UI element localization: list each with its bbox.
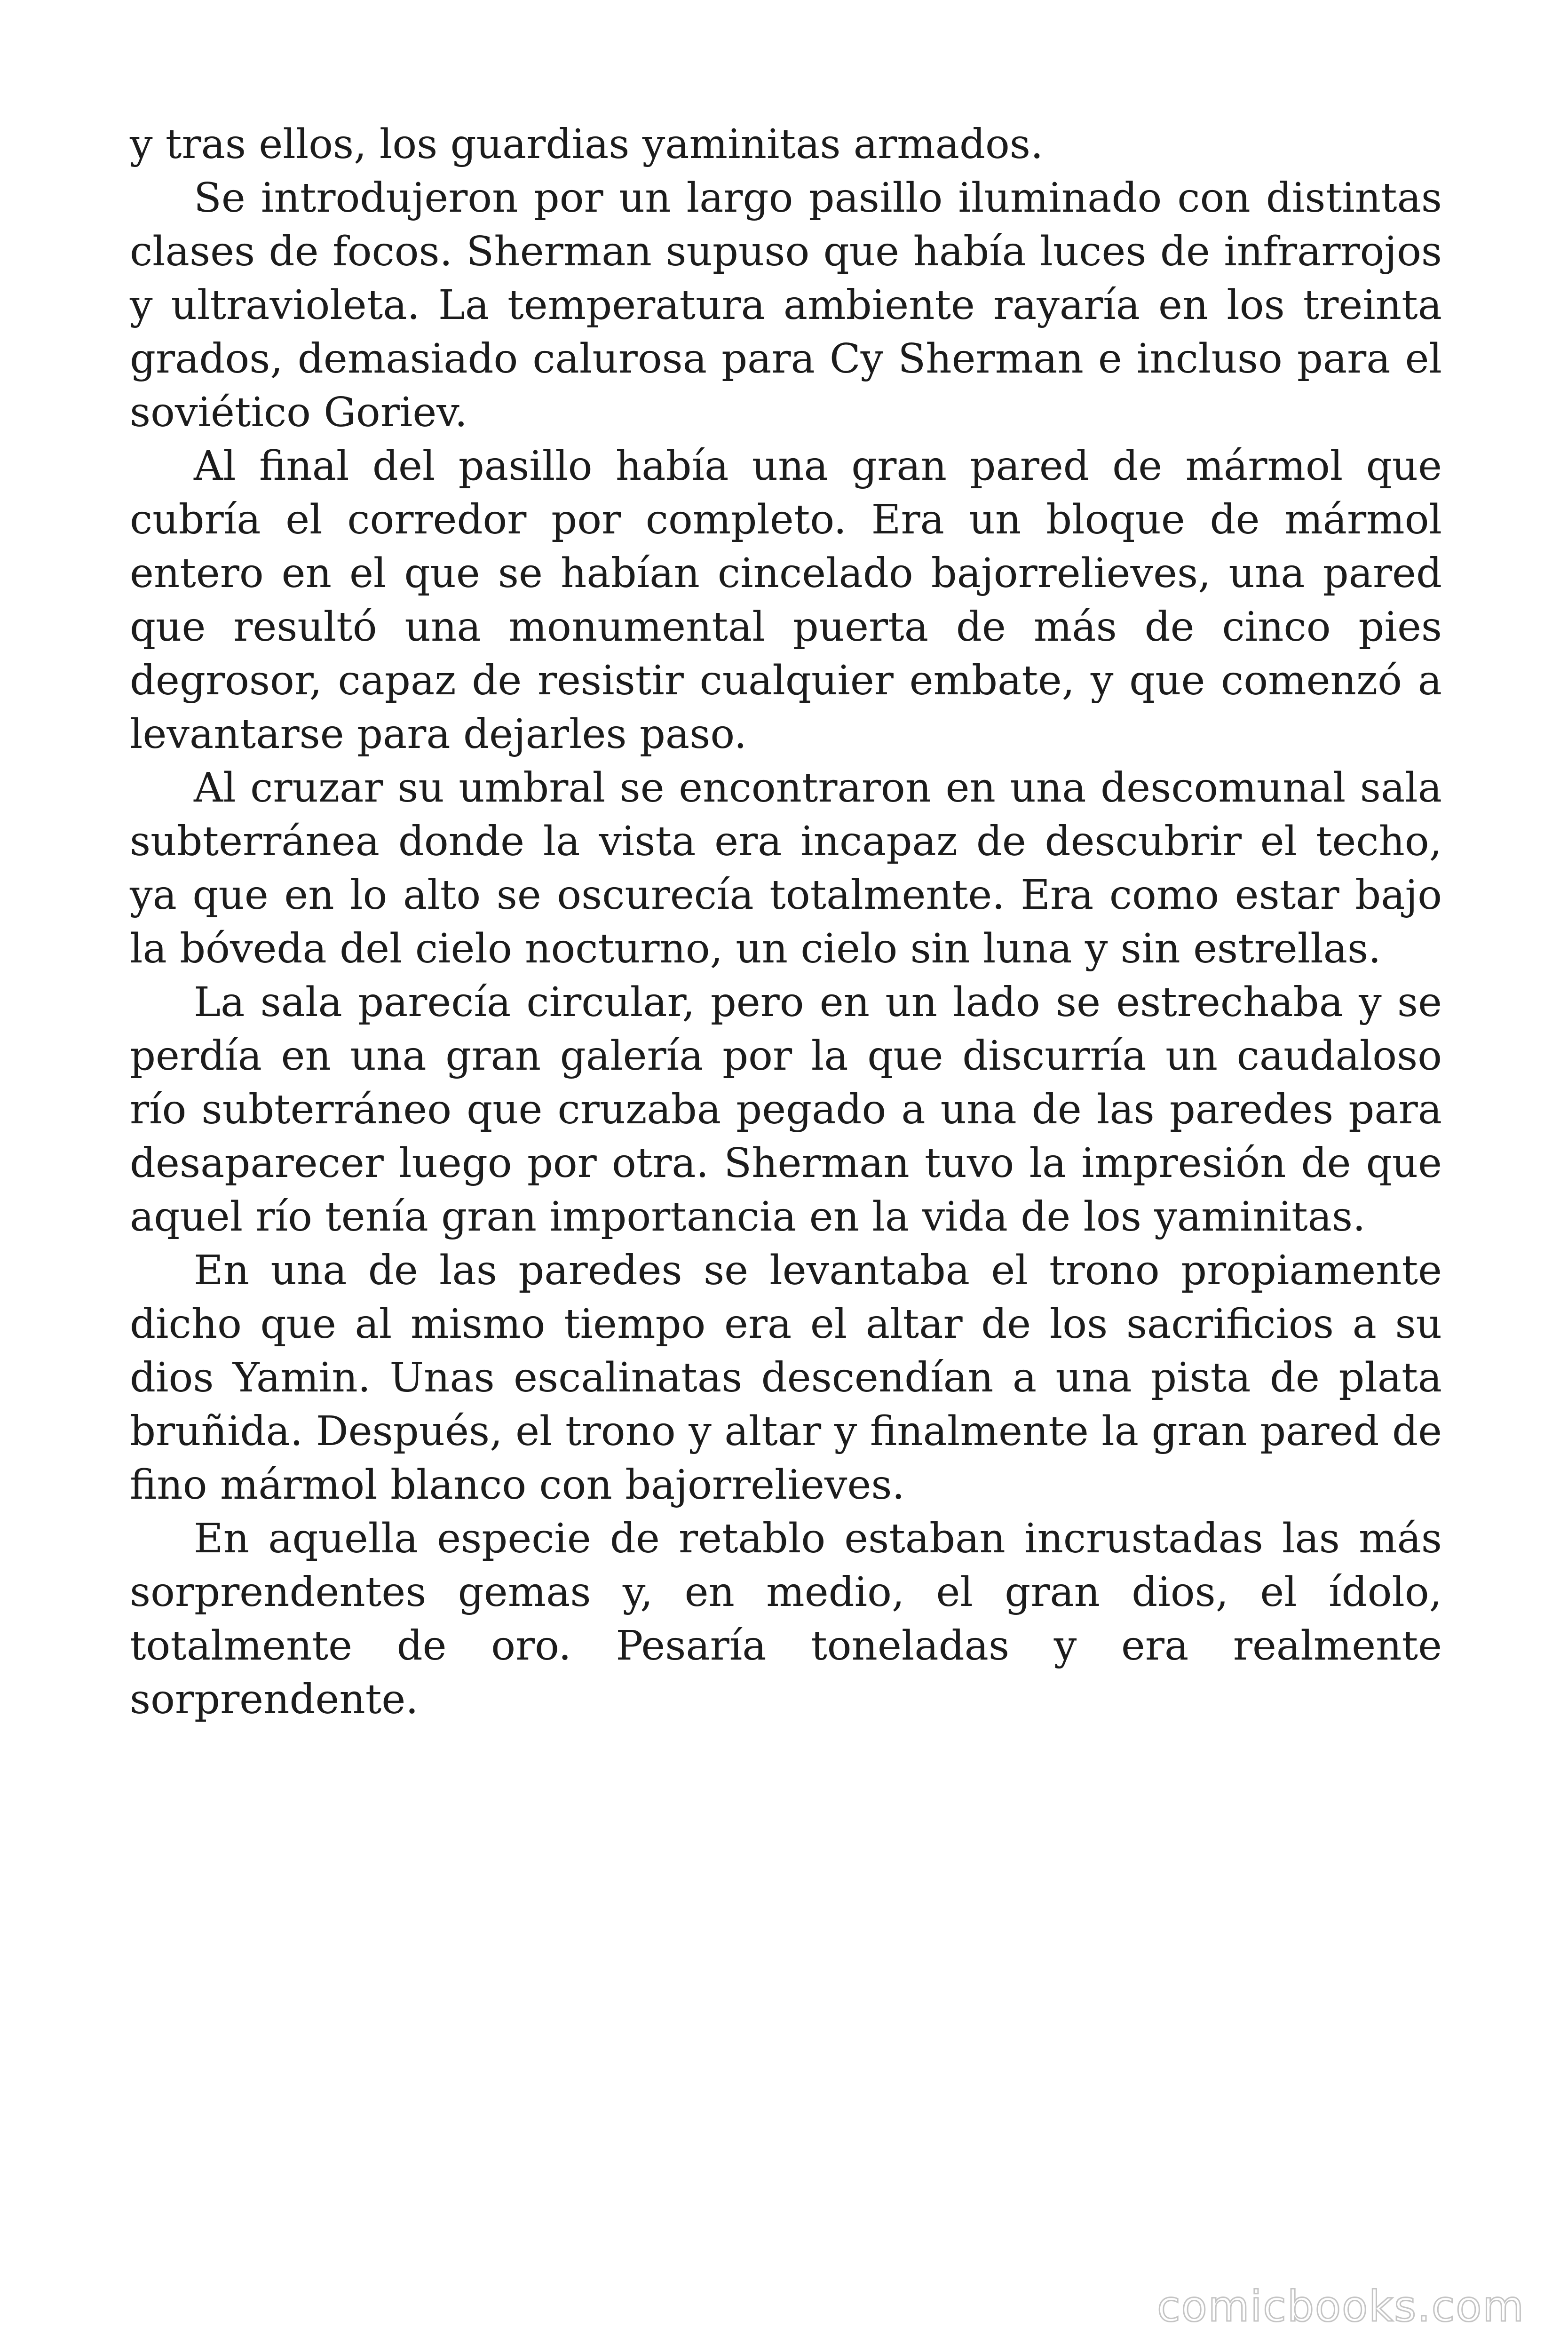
- paragraph: La sala parecía circular, pero en un lado se estrechaba y se perdía en una gran galería por la que discurría un caudaloso río subterráneo que cruzaba pegado a una de las paredes para desaparecer luego por otra. Sherman tuvo la impresión de que aquel río tenía gran importancia en la vida de los yaminitas.: [130, 979, 1442, 1240]
- paragraph: En aquella especie de retablo estaban incrustadas las más sorprendentes gemas y, en medio, el gran dios, el ídolo, totalmente de oro. Pesaría toneladas y era realmente sorprendente.: [130, 1515, 1442, 1723]
- paragraph: Al cruzar su umbral se encontraron en una descomunal sala subterránea donde la vista era incapaz de descubrir el techo, ya que en lo alto se oscurecía totalmente. Era como estar bajo la bóveda del cielo nocturno, un cielo sin luna y sin estrellas.: [130, 764, 1442, 972]
- paragraph: y tras ellos, los guardias yaminitas armados.: [130, 121, 1044, 168]
- body-text: [130, 118, 1442, 1726]
- paragraph: En una de las paredes se levantaba el trono propiamente dicho que al mismo tiempo era el altar de los sacrificios a su dios Yamin. Unas escalinatas descendían a una pista de plata bruñida. Después, el trono y altar y finalmente la gran pared de fino mármol blanco con bajorrelieves.: [130, 1247, 1442, 1509]
- paragraph: Al final del pasillo había una gran pared de mármol que cubría el corredor por completo. Era un bloque de mármol entero en el que se habían cincelado bajorrelieves, una pared que resultó una monumental puerta de más de cinco pies degrosor, capaz de resistir cualquier embate, y que comenzó a levantarse para dejarles paso.: [130, 443, 1442, 758]
- paragraph: Se introdujeron por un largo pasillo iluminado con distintas clases de focos. Sherman supuso que había luces de infrarrojos y ultravioleta. La temperatura ambiente rayaría en los treinta grados, demasiado calurosa para Cy Sherman e incluso para el soviético Goriev.: [130, 175, 1442, 436]
- watermark: comicbooks.com: [1157, 2282, 1525, 2331]
